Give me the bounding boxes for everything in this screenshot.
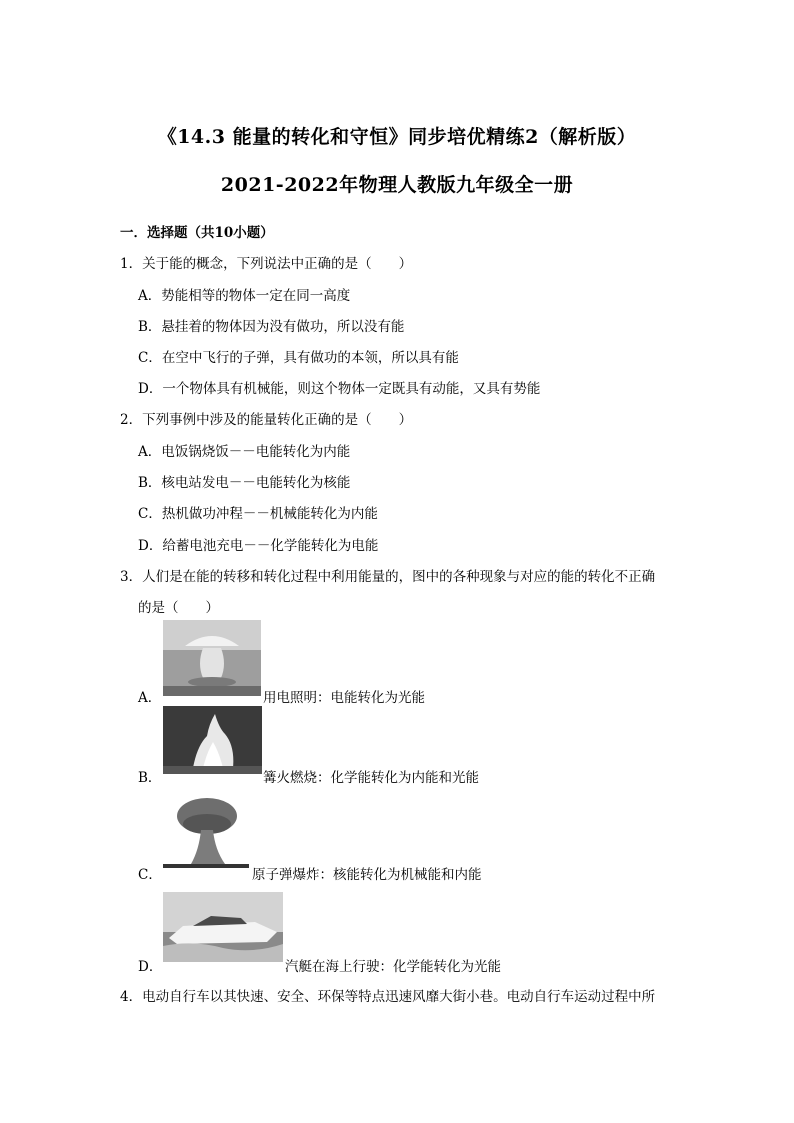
- bonfire-image: [163, 706, 262, 774]
- q3-option-c-label: C．: [138, 867, 162, 883]
- document-title: 《14.3 能量的转化和守恒》同步培优精练2（解析版）: [157, 126, 637, 148]
- q3-option-a-text: 用电照明：电能转化为光能: [263, 690, 425, 706]
- q2-option-a: A．电饭锅烧饭－－电能转化为内能: [138, 444, 351, 460]
- document-subtitle: 2021-2022年物理人教版九年级全一册: [220, 174, 574, 196]
- q3-option-c-text: 原子弹爆炸：核能转化为机械能和内能: [252, 867, 482, 883]
- q1-stem: 1．关于能的概念，下列说法中正确的是（ ）: [120, 256, 413, 272]
- q3-option-a-label: A．: [138, 690, 162, 706]
- section-heading: 一．选择题（共10小题）: [120, 225, 274, 241]
- q3-option-b-label: B．: [138, 770, 162, 786]
- q3-option-b-text: 篝火燃烧：化学能转化为内能和光能: [263, 770, 479, 786]
- q3-stem-line1: 3．人们是在能的转移和转化过程中利用能量的，图中的各种现象与对应的能的转化不正确: [120, 569, 656, 585]
- q2-option-d: D．给蓄电池充电－－化学能转化为电能: [138, 538, 379, 554]
- lamp-image: [163, 620, 261, 696]
- q2-option-b: B．核电站发电－－电能转化为核能: [138, 475, 351, 491]
- q2-option-c: C．热机做功冲程－－机械能转化为内能: [138, 506, 378, 522]
- q2-stem: 2．下列事例中涉及的能量转化正确的是（ ）: [120, 412, 413, 428]
- q1-option-b: B．悬挂着的物体因为没有做功，所以没有能: [138, 319, 405, 335]
- q3-option-d-label: D．: [138, 959, 163, 975]
- q4-stem: 4．电动自行车以其快速、安全、环保等特点迅速风靡大街小巷。电动自行车运动过程中所: [120, 989, 656, 1005]
- speedboat-image: [163, 892, 283, 962]
- q3-option-d-text: 汽艇在海上行驶：化学能转化为光能: [285, 959, 501, 975]
- q1-option-a: A．势能相等的物体一定在同一高度: [138, 288, 351, 304]
- q1-option-d: D．一个物体具有机械能，则这个物体一定既具有动能，又具有势能: [138, 381, 541, 397]
- q3-stem-line2: 的是（ ）: [138, 600, 219, 616]
- q1-option-c: C．在空中飞行的子弹，具有做功的本领，所以具有能: [138, 350, 459, 366]
- mushroom-cloud-image: [163, 794, 249, 872]
